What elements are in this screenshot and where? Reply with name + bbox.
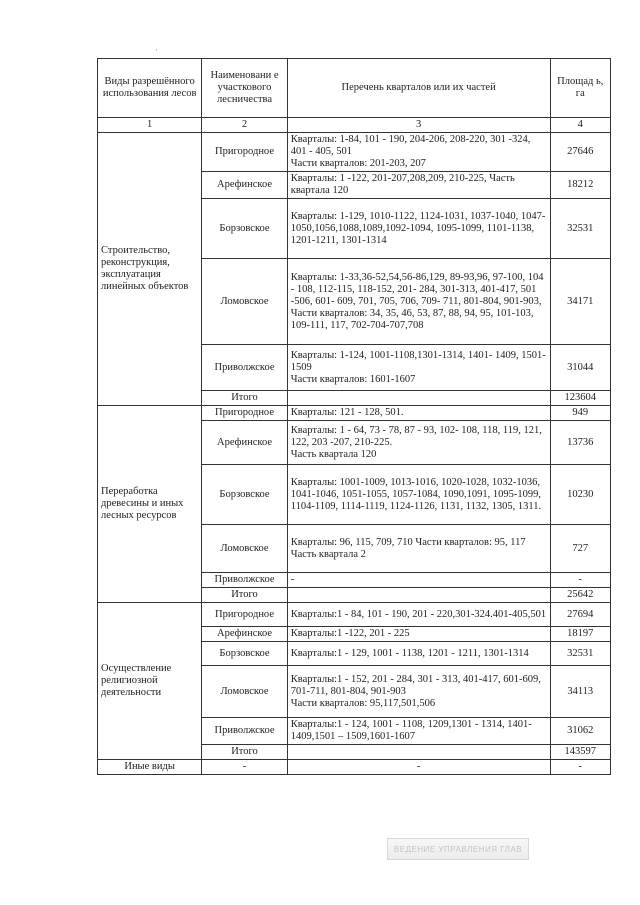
area-cell: 727 [550,525,610,573]
total-value: 123604 [550,391,610,406]
header-blocks: Перечень кварталов или их частей [287,59,550,118]
blocks-cell [287,666,550,718]
use-type-cell: Осуществление религиозной деятельности [98,603,202,760]
forestry-cell: Борзовское [202,465,288,525]
blocks-cell [287,421,550,465]
column-index-row [98,118,611,133]
use-type-cell: Переработка древесины и иных лесных ресурсов [98,406,202,603]
forestry-cell: Арефинское [202,627,288,642]
area-cell: 34171 [550,259,610,345]
forestry-cell: Пригородное [202,603,288,627]
total-empty [287,745,550,760]
area-cell: 18212 [550,172,610,199]
column-index: 2 [202,118,288,133]
forestry-cell: - [202,760,288,775]
blocks-cell [287,642,550,666]
area-cell: 13736 [550,421,610,465]
blocks-line: Кварталы: 1001-1009, 1013-1016, 1020-1028, 1032-1036, 1041-1046, 1051-1055, 1057-1084, 1090,1091, 1095-1099, 1104-1109, 1114-1119, 1124-1126, 1131, 1132, 1305, 1311. [290,476,542,512]
blocks-cell [287,345,550,391]
area-cell: 10230 [550,465,610,525]
blocks-cell [287,525,550,573]
blocks-line: Части кварталов: 34, 35, 46, 53, 87, 88, 94, 95, 101-103, 109-111, 117, 702-704-707,708 [290,307,534,331]
blocks-line: Кварталы: 121 - 128, 501. [290,407,404,418]
forestry-cell: Приволжское [202,345,288,391]
forestry-cell: Приволжское [202,718,288,745]
blocks-line: Части кварталов: 95,117,501,506 [290,697,436,709]
blocks-line: Кварталы: 1 - 64, 73 - 78, 87 - 93, 102- 108, 118, 119, 121, 122, 203 -207, 210-225. [290,424,542,448]
forestry-cell: Пригородное [202,406,288,421]
total-empty [287,588,550,603]
blocks-cell [287,172,550,199]
use-type-cell: Иные виды [98,760,202,775]
page-mark: · [155,45,158,55]
header-use-type: Виды разрешённого использования лесов [98,59,202,118]
header-forestry: Наименовани е участкового лесничества [202,59,288,118]
blocks-line: Часть квартала 120 [290,448,377,460]
forestry-cell: Борзовское [202,642,288,666]
blocks-cell [287,199,550,259]
blocks-line: Кварталы: 1-84, 101 - 190, 204-206, 208-220, 301 -324, 401 - 405, 501 [290,134,531,157]
area-cell: - [550,760,610,775]
blocks-cell [287,573,550,588]
forestry-cell: Ломовское [202,259,288,345]
blocks-cell [287,627,550,642]
blocks-cell [287,718,550,745]
blocks-line: Кварталы: 1-129, 1010-1122, 1124-1031, 1037-1040, 1047-1050,1056,1088,1089,1092-1094, 1095-1099, 1101-1138, 1201-1211, 1301-1314 [290,210,546,246]
forestry-cell: Ломовское [202,525,288,573]
total-value: 143597 [550,745,610,760]
use-type-cell: Строительство, реконструкция, эксплуатация линейных объектов [98,133,202,406]
blocks-line: Часть квартала 2 [290,548,366,560]
area-cell: 32531 [550,642,610,666]
blocks-line: - [290,574,295,585]
header-row [98,59,611,118]
table-row [98,603,611,627]
total-empty [287,391,550,406]
blocks-cell [287,259,550,345]
blocks-line: Части кварталов: 201-203, 207 [290,158,426,169]
forestry-cell: Пригородное [202,133,288,172]
table-body [98,133,611,775]
column-index: 3 [287,118,550,133]
blocks-line: Кварталы: 96, 115, 709, 710 Части кварталов: 95, 117 [290,536,526,548]
column-index: 4 [550,118,610,133]
forest-use-table [97,58,611,775]
blocks-line: Кварталы:1 - 124, 1001 - 1108, 1209,1301 - 1314, 1401-1409,1501 – 1509,1601-1607 [290,719,532,742]
total-value: 25642 [550,588,610,603]
header-area: Площад ь, га [550,59,610,118]
column-index: 1 [98,118,202,133]
total-label: Итого [202,391,288,406]
blocks-cell [287,406,550,421]
blocks-cell [287,603,550,627]
area-cell: - [550,573,610,588]
watermark-stamp [387,838,529,860]
blocks-cell [287,465,550,525]
table-row [98,406,611,421]
forestry-cell: Приволжское [202,573,288,588]
area-cell: 31044 [550,345,610,391]
total-label: Итого [202,745,288,760]
forestry-cell: Ломовское [202,666,288,718]
forestry-cell: Арефинское [202,172,288,199]
blocks-cell [287,133,550,172]
blocks-cell: - [287,760,550,775]
blocks-line: Кварталы:1 - 129, 1001 - 1138, 1201 - 1211, 1301-1314 [290,647,529,659]
forestry-cell: Арефинское [202,421,288,465]
forestry-cell: Борзовское [202,199,288,259]
blocks-line: Кварталы:1 - 84, 101 - 190, 201 - 220,301-324.401-405,501 [290,608,547,620]
blocks-line: Кварталы: 1-33,36-52,54,56-86,129, 89-93,96, 97-100, 104 - 108, 112-115, 118-152, 201- 284, 301-313, 401-417, 501 -506, 601- 609, 701, 705, 706, 709- 711, 801-804, 901-903, [290,271,544,307]
area-cell: 27694 [550,603,610,627]
stamp-text: ВЕДЕНИЕ УПРАВЛЕНИЯ ГЛАВ [393,844,523,854]
area-cell: 34113 [550,666,610,718]
area-cell: 949 [550,406,610,421]
area-cell: 31062 [550,718,610,745]
total-label: Итого [202,588,288,603]
table-row [98,133,611,172]
blocks-line: Части кварталов: 1601-1607 [290,373,416,385]
blocks-line: Кварталы: 1-124, 1001-1108,1301-1314, 1401- 1409, 1501-1509 [290,349,546,373]
blocks-line: Кварталы:1 - 152, 201 - 284, 301 - 313, 401-417, 601-609, 701-711, 801-804, 901-903 [290,673,541,697]
area-cell: 18197 [550,627,610,642]
area-cell: 27646 [550,133,610,172]
other-uses-row [98,760,611,775]
blocks-line: Кварталы: 1 -122, 201-207,208,209, 210-225, Часть квартала 120 [290,173,515,196]
blocks-line: Кварталы:1 -122, 201 - 225 [290,628,410,639]
area-cell: 32531 [550,199,610,259]
